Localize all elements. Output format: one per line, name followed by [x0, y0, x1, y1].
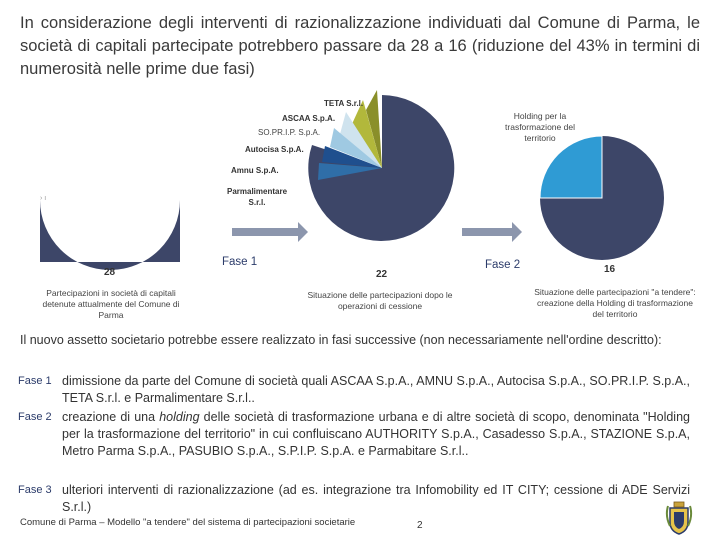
phase-tag: Fase 1 [18, 375, 52, 387]
phase-text-holding: holding [159, 410, 200, 424]
pie1-shape [40, 200, 180, 270]
phase-text: ulteriori interventi di razionalizzazione (ad es. integrazione tra Infomobility ed IT CITY; cessione di ADE Servizi S.r.l.) [62, 483, 690, 514]
side-marks: › ı [40, 195, 47, 202]
slice-label-parmalimentare: Parmalimentare S.r.l. [226, 187, 288, 207]
coat-of-arms-logo [662, 500, 696, 536]
phase-tag: Fase 2 [18, 411, 52, 423]
pie3-count: 16 [604, 264, 616, 275]
slice-label-autocisa: Autocisa S.p.A. [245, 145, 304, 154]
slice-label-amnu: Amnu S.p.A. [231, 166, 279, 175]
slice-label-teta: TETA S.r.l. [324, 99, 364, 108]
pie1-count: 28 [104, 267, 116, 278]
intro-text: Il nuovo assetto societario potrebbe essere realizzato in fasi successive (non necessariamente nell'ordine descritto): [20, 333, 662, 347]
pie2-caption: Situazione delle partecipazioni dopo le operazioni di cessione [307, 290, 453, 311]
page-title: In considerazione degli interventi di razionalizzazione individuati dal Comune di Parma, le società di capitali partecipate potrebbero passare da 28 a 16 (riduzione del 43% in termini di numerosità nelle prime due fasi) [20, 14, 700, 78]
pie1-caption: Partecipazioni in società di capitali detenute attualmente del Comune di Parma [42, 288, 180, 320]
phase-text-after: delle società di trasformazione urbana e di altre società di scopo, denominata "Holding per la trasformazione del territorio" in cui confluiscano AUTHORITY S.p.A., Casadesso S.p.A., STAZIONE S.p.A, Metro Parma S.p.A., PASUBIO S.p.A., S.P.I.P. S.p.A. e Parmabitare S.r.l.. [62, 410, 690, 458]
pie2-count: 22 [376, 269, 388, 280]
footer-text: Comune di Parma – Modello "a tendere" del sistema di partecipazioni societarie [20, 517, 356, 528]
phase-item [18, 373, 690, 409]
phase-item [18, 409, 690, 481]
fase1-label: Fase 1 [222, 256, 258, 268]
phase-text [62, 409, 690, 460]
page-number: 2 [417, 520, 423, 531]
arrow-fase1 [232, 222, 308, 242]
slice-label-ascaa: ASCAA S.p.A. [282, 114, 336, 123]
phase-text-before: creazione di una [62, 410, 160, 424]
pie3-caption: Situazione delle partecipazioni "a tendere": creazione della Holding di trasformazione del territorio [534, 287, 696, 319]
phase-item [18, 482, 690, 516]
fase2-label: Fase 2 [485, 259, 521, 271]
phase-text: dimissione da parte del Comune di società quali ASCAA S.p.A., AMNU S.p.A., Autocisa S.p.A., SO.PR.I.P. S.p.A., TETA S.r.l. e Parmalimentare S.r.l.. [62, 374, 690, 405]
arrow-fase2 [462, 222, 522, 242]
phase-tag: Fase 3 [18, 484, 52, 496]
pie3-holding-slice [540, 136, 602, 198]
slice-label-soprip: SO.PR.I.P. S.p.A. [258, 128, 321, 137]
holding-label: Holding per la trasformazione del territorio [505, 111, 575, 143]
